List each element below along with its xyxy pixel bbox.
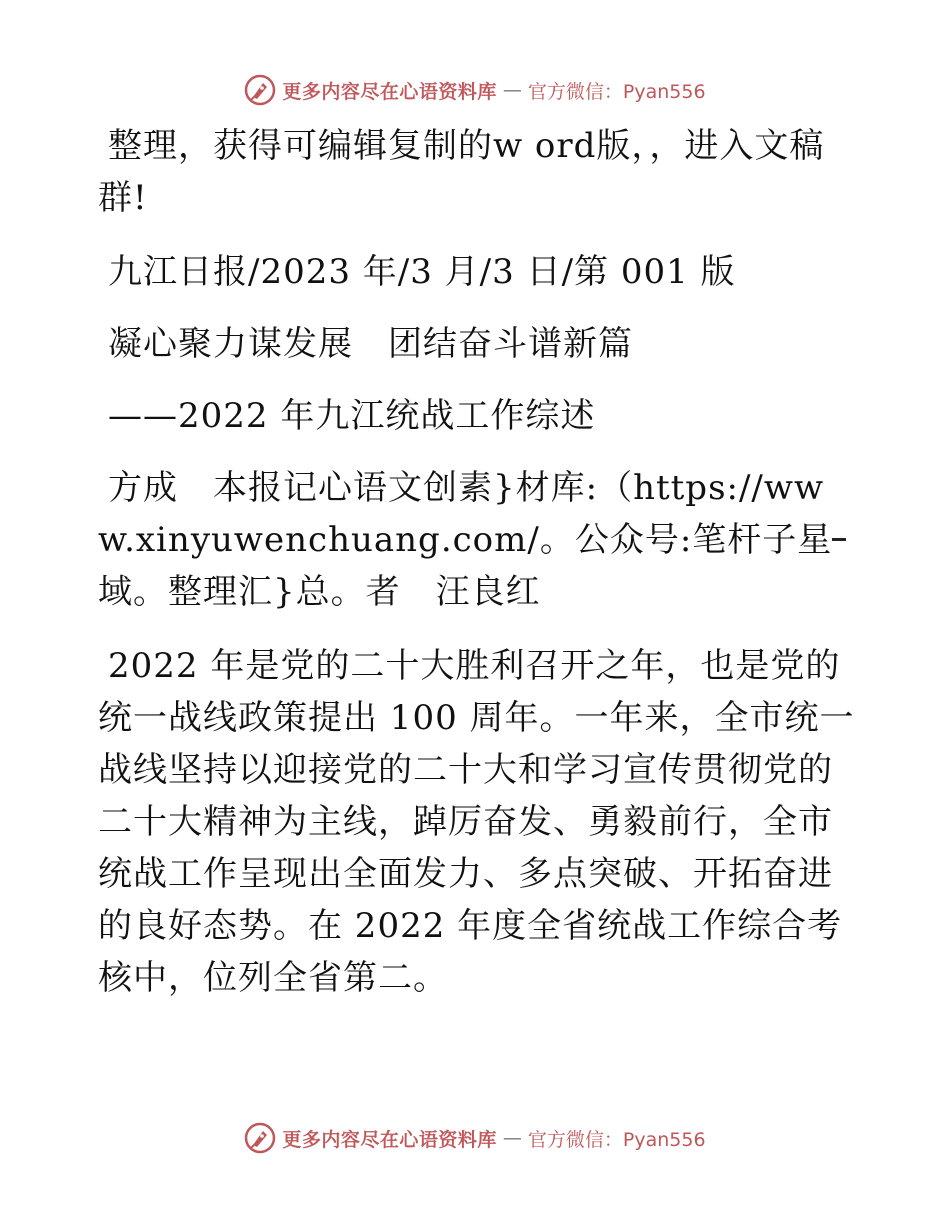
pen-nib-logo-icon	[244, 74, 276, 106]
subheadline: ——2022 年九江统战工作综述	[108, 396, 596, 436]
margin-mark	[832, 538, 846, 541]
watermark-account-text: 官方微信：Pyan556	[527, 1128, 706, 1151]
watermark-dash: —	[502, 79, 522, 101]
headline: 凝心聚力谋发展 团结奋斗谱新篇	[108, 324, 633, 364]
byline: 方成 本报记心语文创素}材库:（https://www.xinyuwenchuang.com/。公众号:笔杆子星域。整理汇}总。者 汪良红	[98, 468, 833, 612]
watermark-account-text: 官方微信：Pyan556	[527, 80, 706, 103]
pen-nib-logo-icon	[244, 1122, 276, 1154]
document-body	[98, 120, 858, 1026]
watermark-dash: —	[502, 1127, 522, 1149]
body-paragraph: 2022 年是党的二十大胜利召开之年，也是党的统一战线政策提出 100 周年。一年来，全市统一战线坚持以迎接党的二十大和学习宣传贯彻党的二十大精神为主线，踔厉奋发、勇毅前行，全市统战工作呈现出全面发力、多点突破、开拓奋进的良好态势。在 2022 年度全省统战工作综合考核中，位列全省第二。	[98, 646, 855, 998]
header-watermark	[0, 70, 950, 110]
intro-line: 整理，获得可编辑复制的w ord版，，进入文稿群!	[98, 126, 825, 218]
watermark-site-text: 更多内容尽在心语资料库	[282, 1128, 497, 1151]
footer-watermark	[0, 1118, 950, 1158]
watermark-site-text: 更多内容尽在心语资料库	[282, 80, 497, 103]
dateline: 九江日报/2023 年/3 月/3 日/第 001 版	[108, 252, 736, 292]
